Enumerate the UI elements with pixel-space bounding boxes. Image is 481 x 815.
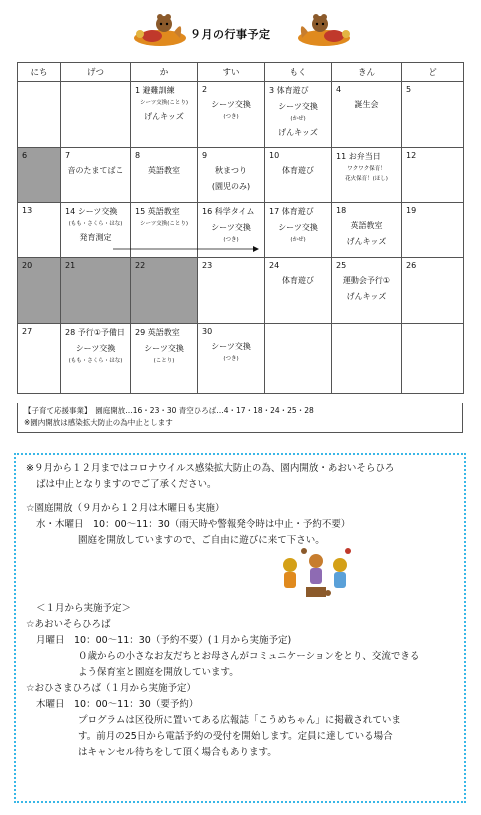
calendar-week-row (18, 203, 464, 258)
weekday-header-row (18, 63, 464, 82)
calendar-day-cell (332, 148, 402, 203)
event-label: 音のたまてばこ (67, 166, 124, 175)
calendar-day-cell (402, 203, 464, 258)
day-number: 29 英語教室 (135, 328, 180, 337)
calendar-day-cell (18, 258, 61, 324)
calendar-day-cell (18, 324, 61, 394)
event-label: シーツ交換 (75, 344, 116, 353)
schedule-text: 木曜日 10：00～11：30（要予約） (36, 699, 199, 710)
event-label: シーツ交換 (211, 223, 251, 232)
event-label: (園児のみ) (211, 182, 251, 191)
event-label: シーツ交換 (211, 100, 251, 109)
day-number: 28 予行①予備日 (65, 328, 125, 337)
event-label: (もも・さくら・はな) (68, 221, 123, 227)
day-number: 19 (406, 206, 417, 215)
day-number: 23 (202, 261, 213, 270)
day-number: 22 (135, 261, 146, 270)
calendar-week-row (18, 82, 464, 148)
calendar-week-row (18, 324, 464, 394)
weekday-header: すい (198, 63, 265, 82)
calendar-day-cell (61, 324, 131, 394)
calendar-day-cell (131, 258, 198, 324)
calendar-day-cell (402, 258, 464, 324)
calendar-day-cell (265, 148, 332, 203)
calendar-day-cell (131, 324, 198, 394)
event-label: シーツ交換 (278, 223, 318, 232)
weekday-header: げつ (61, 63, 131, 82)
weekday-header: にち (18, 63, 61, 82)
calendar-week-row (18, 148, 464, 203)
weekday-header: ど (402, 63, 464, 82)
event-label: (もも・さくら・はな) (68, 358, 123, 364)
notice-text: ばは中止となりますのでご了承ください。 (36, 479, 217, 490)
event-label: (ことり) (153, 358, 175, 364)
day-number: 15 英語教室 (135, 207, 180, 216)
day-number: 5 (406, 85, 412, 94)
event-label: (つき) (223, 114, 239, 120)
calendar-week-row (18, 258, 464, 324)
calendar-day-cell (61, 82, 131, 148)
description-text: よう保育室と園庭を開放しています。 (78, 667, 239, 678)
event-label: シーツ交換(ことり) (139, 100, 189, 106)
calendar-day-cell (198, 258, 265, 324)
calendar-day-cell (61, 148, 131, 203)
event-label: げんキッズ (346, 292, 387, 301)
day-number: 30 (202, 327, 213, 336)
calendar-day-cell (332, 258, 402, 324)
page-title: ９月の行事予定 (190, 28, 271, 41)
day-number: 16 科学タイム (202, 207, 255, 216)
calendar-day-cell (265, 82, 332, 148)
calendar-day-cell (61, 203, 131, 258)
event-label: (かぜ) (290, 116, 306, 122)
calendar-day-cell (18, 203, 61, 258)
description-text: ０歳からの小さなお友だちとお母さんがコミュニケーションをとり、交流できる (78, 651, 420, 662)
day-number: 1 避難訓練 (135, 86, 175, 95)
weekday-header: もく (265, 63, 332, 82)
day-number: 9 (202, 151, 208, 160)
description-text: はキャンセル待ちをして頂く場合もあります。 (78, 747, 277, 758)
day-number: 25 (336, 261, 347, 270)
children-illustration-area (26, 549, 454, 601)
event-label: シーツ交換 (278, 102, 318, 111)
day-number: 20 (22, 261, 33, 270)
event-label: 発育測定 (79, 233, 112, 242)
event-label: げんキッズ (346, 237, 387, 246)
day-number: 7 (65, 151, 71, 160)
event-label: ワクワク保育！ (347, 166, 386, 172)
day-number: 27 (22, 327, 33, 336)
autumn-squirrel-illustration (130, 12, 192, 48)
event-label: 秋まつり (215, 166, 247, 175)
description-text: プログラムは区役所に置いてある広報誌「こうめちゃん」に掲載されていま (78, 715, 401, 726)
calendar-day-cell (265, 203, 332, 258)
event-label: (かぜ) (290, 237, 306, 243)
calendar-table (17, 62, 464, 394)
event-label: 英語教室 (350, 221, 383, 230)
calendar-day-cell (131, 148, 198, 203)
calendar-day-cell (131, 203, 198, 258)
day-number: 18 (336, 206, 347, 215)
support-schedule: 【子育て応援事業】 園庭開放…16・23・30 青空ひろば…4・17・18・24・25・28 (24, 406, 314, 415)
description-text: 園庭を開放していますので、ご自由に遊びに来て下さい。 (78, 535, 325, 546)
support-note: ※園内開放は感染拡大防止の為中止とします (24, 418, 173, 427)
event-label: 運動会予行① (342, 276, 391, 285)
autumn-squirrel-illustration (292, 12, 354, 48)
calendar-body (18, 82, 464, 394)
event-label: 英語教室 (148, 166, 180, 175)
event-label: シーツ交換 (211, 342, 251, 351)
notice-box (14, 453, 466, 803)
calendar-day-cell (61, 258, 131, 324)
section-heading: ＜１月から実施予定＞ (36, 603, 132, 614)
schedule-text: 月曜日 10：00～11：30（予約不要）(１月から実施予定) (36, 635, 292, 646)
day-number: 21 (65, 261, 76, 270)
calendar-day-cell (198, 148, 265, 203)
calendar-day-cell (265, 324, 332, 394)
schedule-text: 水・木曜日 10：00～11：30（雨天時や警報発令時は中止・予約不要） (36, 519, 351, 530)
event-label: 花火保育！(ほし) (345, 176, 388, 182)
event-label: シーツ交換(ことり) (139, 221, 189, 227)
calendar-day-cell (18, 148, 61, 203)
support-info (17, 403, 463, 433)
weekday-header: か (131, 63, 198, 82)
calendar-day-cell (198, 203, 265, 258)
event-label: (つき) (223, 356, 239, 362)
day-number: 10 (269, 151, 280, 160)
calendar-day-cell (18, 82, 61, 148)
day-number: 17 体育遊び (269, 207, 314, 216)
section-heading: ☆園庭開放（９月から１２月は木曜日も実施） (26, 503, 225, 514)
calendar-day-cell (402, 324, 464, 394)
day-number: 8 (135, 151, 141, 160)
calendar-day-cell (402, 148, 464, 203)
section-heading: ☆おひさまひろば（１月から実施予定） (26, 683, 197, 694)
day-number: 3 体育遊び (269, 86, 309, 95)
calendar-day-cell (265, 258, 332, 324)
calendar-day-cell (332, 203, 402, 258)
day-number: 24 (269, 261, 280, 270)
day-number: 26 (406, 261, 417, 270)
notice-text: ※９月から１２月まではコロナウイルス感染拡大防止の為、園内開放・あおいそらひろ (26, 463, 395, 474)
calendar-day-cell (198, 82, 265, 148)
day-number: 2 (202, 85, 208, 94)
calendar-day-cell (332, 324, 402, 394)
children-playing-illustration (276, 545, 356, 601)
day-number: 13 (22, 206, 33, 215)
description-text: す。前月の25日から電話予約の受付を開始します。定員に達している場合 (78, 731, 393, 742)
event-label: 体育遊び (282, 166, 314, 175)
calendar-day-cell (402, 82, 464, 148)
section-heading: ☆あおいそらひろば (26, 619, 111, 630)
event-label: シーツ交換 (144, 344, 184, 353)
event-label: 体育遊び (282, 276, 314, 285)
weekday-header: きん (332, 63, 402, 82)
header (0, 12, 481, 52)
event-label: (つき) (223, 237, 239, 243)
calendar-day-cell (332, 82, 402, 148)
calendar-day-cell (131, 82, 198, 148)
day-number: 14 シーツ交換 (65, 207, 118, 216)
event-label: げんキッズ (278, 128, 318, 137)
day-number: 6 (22, 151, 28, 160)
event-label: げんキッズ (144, 112, 184, 121)
day-number: 11 お弁当日 (336, 152, 381, 161)
event-label: 誕生会 (354, 100, 379, 109)
day-number: 4 (336, 85, 342, 94)
calendar-day-cell (198, 324, 265, 394)
day-number: 12 (406, 151, 417, 160)
